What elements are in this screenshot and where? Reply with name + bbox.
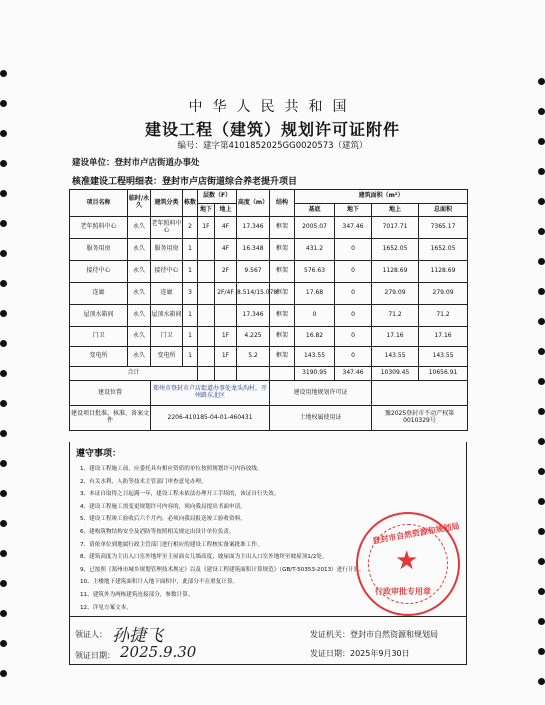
official-seal: [356, 512, 460, 616]
row-base-area: 431.2: [295, 239, 335, 261]
row-floors-above: 4F: [215, 217, 237, 239]
header-area-below: 地下: [335, 204, 372, 217]
row-floors-below: 1F: [198, 217, 215, 239]
punch-hole: [538, 678, 545, 685]
note-item: 6、建构筑物结构安全及消防等按照相关规定由设计单位负责。: [80, 528, 235, 535]
header-floors: 层数（F）: [198, 190, 237, 204]
row-floors-below: [198, 283, 215, 305]
row-category: 变电所: [151, 347, 183, 367]
row-area-above: 1652.05: [372, 239, 419, 261]
note-item: 4、建设工程施工需变更规划许可内容的，须向我局提出书面申请。: [80, 503, 246, 510]
total-base: 3190.95: [295, 367, 335, 381]
row-count: 1: [183, 347, 198, 367]
row-height: 17.346: [237, 217, 270, 239]
row-height: 9.567: [237, 261, 270, 283]
leader-signature: 孙捷飞: [112, 626, 163, 646]
header-area: 建筑面积（m²）: [295, 190, 468, 204]
project-line: [72, 174, 297, 187]
row-structure: 框架: [270, 327, 295, 347]
punch-hole: [0, 640, 7, 647]
row-area-above: 17.16: [372, 327, 419, 347]
punch-hole: [0, 220, 7, 227]
total-area-above: 10309.45: [372, 367, 419, 381]
notes-title: 遵守事项：: [76, 449, 122, 459]
row-total-area: 1652.05: [419, 239, 468, 261]
note-item: 12、详见方案文本。: [80, 604, 132, 611]
punch-hole: [538, 78, 545, 85]
row-category: 屋顶水箱间: [151, 305, 183, 327]
leader-label: 领证人：: [75, 630, 107, 639]
signature-area: [69, 617, 467, 665]
construction-unit: [72, 156, 200, 168]
punch-hole: [0, 550, 7, 557]
row-count: 1: [183, 239, 198, 261]
row-base-area: 143.55: [295, 347, 335, 367]
row-name: 连廊: [70, 283, 128, 305]
row-structure: 框架: [270, 283, 295, 305]
row-floors-above: 1F: [215, 327, 237, 347]
row-area-below: 0: [335, 305, 372, 327]
table-row: [70, 327, 468, 347]
document-subtitle: 建设工程（建筑）规划许可证附件: [144, 120, 400, 139]
header-category: 建筑分类: [151, 190, 183, 217]
row-base-area: 17.68: [295, 283, 335, 305]
row-temp: 永久: [128, 217, 151, 239]
row-count: 3: [183, 283, 198, 305]
punch-hole: [0, 430, 7, 437]
row-area-below: 0: [335, 347, 372, 367]
row-area-below: 0: [335, 327, 372, 347]
note-item: 10、主楼地下建筑面积计入地下面积中，此部分不在重复计算。: [80, 579, 239, 586]
header-name: 项目名称: [70, 190, 128, 217]
row-height: 16.348: [237, 239, 270, 261]
row-total-area: 7365.17: [419, 217, 468, 239]
row-floors-below: [198, 261, 215, 283]
punch-hole: [0, 610, 7, 617]
header-area-above: 地上: [372, 204, 419, 217]
punch-hole: [538, 258, 545, 265]
seal-bottom-text: 行政审批专用章: [375, 587, 431, 596]
row-base-area: 16.82: [295, 327, 335, 347]
table-row: [70, 261, 468, 283]
row-structure: 框架: [270, 347, 295, 367]
row-structure: 框架: [270, 217, 295, 239]
row-floors-above: [215, 305, 237, 327]
land-right-label: 土地权属使用证: [270, 406, 372, 431]
row-structure: 框架: [270, 239, 295, 261]
location-label: 建设位置: [70, 381, 151, 406]
punch-hole: [538, 378, 545, 385]
note-item: 3、本证自取得之日起满一年，建设工程未依法办理开工手续的，该证自行失效。: [80, 491, 280, 498]
table-row: [70, 305, 468, 327]
note-item: 1、建设工程施工前，应委托具有相应资质的单位按照规划许可内容放线。: [80, 466, 263, 472]
row-total-area: 1128.69: [419, 261, 468, 283]
row-area-below: 347.46: [335, 217, 372, 239]
header-floors-above: 地上: [215, 204, 237, 217]
punch-hole: [0, 490, 7, 497]
row-structure: 框架: [270, 305, 295, 327]
row-area-below: 0: [335, 261, 372, 283]
row-height: 5.2: [237, 347, 270, 367]
punch-hole: [538, 288, 545, 295]
punch-hole: [0, 340, 7, 347]
row-temp: 永久: [128, 305, 151, 327]
punch-hole: [538, 618, 545, 625]
punch-hole: [538, 438, 545, 445]
note-item: 11、建筑外为两栋建筑连接部分，参数计算。: [80, 591, 194, 598]
punch-hole: [0, 670, 7, 677]
project-detail-table: [69, 189, 468, 431]
row-temp: 永久: [128, 239, 151, 261]
approval-label: 建设项目批准、核准、备案文件: [70, 406, 151, 431]
issue-date: 发证日期：2025年9月30日: [310, 649, 410, 658]
header-temp: 临时/永久: [128, 190, 151, 217]
row-count: 1: [183, 261, 198, 283]
punch-hole: [0, 280, 7, 287]
construction-unit-label: 建设单位：: [72, 158, 115, 168]
punch-hole: [538, 348, 545, 355]
row-floors-above: 2F/4F: [215, 283, 237, 305]
row-category: 门卫: [151, 327, 183, 347]
header-total-area: 总面积: [419, 204, 468, 217]
header-count: 栋数: [183, 190, 198, 217]
row-total-area: 279.09: [419, 283, 468, 305]
issuing-authority: 发证机关：登封市自然资源和规划局: [310, 630, 438, 639]
punch-hole: [538, 198, 545, 205]
row-temp: 永久: [128, 283, 151, 305]
total-area: 10656.91: [419, 367, 468, 381]
row-category: 接待中心: [151, 261, 183, 283]
row-base-area: 0: [295, 305, 335, 327]
certificate-number: 编号：建字第4101852025GG0020573（建筑）: [177, 141, 368, 151]
punch-hole: [0, 190, 7, 197]
punch-hole: [0, 370, 7, 377]
project-value: 登封市卢店街道综合养老提升项目: [162, 177, 298, 187]
punch-hole: [538, 228, 545, 235]
punch-hole: [0, 70, 7, 77]
row-total-area: 71.2: [419, 305, 468, 327]
header-floors-below: 地下: [198, 204, 215, 217]
row-height: 4.225: [237, 327, 270, 347]
row-area-below: 0: [335, 239, 372, 261]
row-name: 变电所: [70, 347, 128, 367]
punch-hole: [538, 168, 545, 175]
table-row: [70, 347, 468, 367]
row-temp: 永久: [128, 347, 151, 367]
row-area-above: 279.09: [372, 283, 419, 305]
date-signature: 2025.9.30: [120, 643, 197, 661]
row-base-area: 576.63: [295, 261, 335, 283]
row-name: 屋顶水箱间: [70, 305, 128, 327]
row-count: 2: [183, 217, 198, 239]
punch-hole: [0, 310, 7, 317]
row-structure: 框架: [270, 261, 295, 283]
row-floors-above: 2F: [215, 261, 237, 283]
document-title: 中华人民共和国: [188, 99, 357, 115]
row-height: 17.346: [237, 305, 270, 327]
punch-hole: [0, 460, 7, 467]
landuse-permit-label: 建设用地规划许可证: [270, 381, 372, 406]
approval-value: 2206-410185-04-01-460431: [151, 406, 270, 431]
total-area-below: 347.46: [335, 367, 372, 381]
punch-hole: [0, 160, 7, 167]
row-height: 8.514/15.078: [237, 283, 270, 305]
punch-hole: [538, 558, 545, 565]
note-item: 7、请依单位到地属行政主管部门进行相应的建设工程核实备案批准工作。: [80, 541, 263, 548]
row-floors-below: [198, 327, 215, 347]
row-total-area: 143.55: [419, 347, 468, 367]
row-area-above: 1128.69: [372, 261, 419, 283]
seal-star-icon: ★: [395, 546, 419, 576]
construction-unit-value: 登封市卢店街道办事处: [114, 158, 200, 168]
row-count: 1: [183, 305, 198, 327]
seal-ring-text: 登封市自然资源和规划局: [371, 521, 461, 546]
row-temp: 永久: [128, 327, 151, 347]
row-floors-above: 1F: [215, 347, 237, 367]
note-item: 5、建设工程竣工验收后六个月内，必须向我局报送竣工验收资料。: [80, 516, 246, 523]
row-total-area: 17.16: [419, 327, 468, 347]
row-name: 老年照料中心: [70, 217, 128, 239]
note-item: 9、已按照《郑州市城乡规划管理技术规定》以及《建设工程建筑面积计算规范》（GB/T-50353-2013）进行计算。: [80, 566, 365, 573]
row-count: 1: [183, 327, 198, 347]
project-label: 核准建设工程明细表：: [72, 177, 163, 187]
date-label: 领证日期：: [75, 651, 115, 660]
row-base-area: 2005.07: [295, 217, 335, 239]
total-label: 合计: [70, 367, 198, 381]
row-category: 老年照料中心: [151, 217, 183, 239]
row-floors-below: [198, 305, 215, 327]
land-right-value: 豫2025登封市不动产权第0010329号: [372, 406, 468, 431]
location-value: 郑州市登封市卢店街道办事处龙头沟村，开州路东北区: [151, 381, 270, 406]
row-name: 服务用房: [70, 239, 128, 261]
header-base-area: 基底: [295, 204, 335, 217]
row-floors-below: [198, 347, 215, 367]
punch-hole: [538, 528, 545, 535]
punch-hole: [538, 648, 545, 655]
row-area-above: 7017.71: [372, 217, 419, 239]
table-row: [70, 217, 468, 239]
row-floors-above: 4F: [215, 239, 237, 261]
row-area-above: 71.2: [372, 305, 419, 327]
row-area-below: 0: [335, 283, 372, 305]
row-name: 接待中心: [70, 261, 128, 283]
header-structure: 结构: [270, 190, 295, 217]
header-height: 高度（m）: [237, 190, 270, 217]
punch-hole: [0, 520, 7, 527]
table-row: [70, 283, 468, 305]
row-category: 连廊: [151, 283, 183, 305]
landuse-permit-value: [372, 381, 468, 406]
punch-hole: [538, 318, 545, 325]
row-category: 服务用房: [151, 239, 183, 261]
punch-hole: [538, 468, 545, 475]
note-item: 8、建筑高度为主出入口室外地坪至主屋面女儿墙高度；坡屋面为主出入口室外地坪至坡屋顶1/2处。: [80, 554, 328, 561]
note-item: 2、有关水利、人防等技术主管部门审查意见办理。: [80, 478, 207, 485]
punch-hole: [0, 250, 7, 257]
row-floors-below: [198, 239, 215, 261]
table-row: [70, 239, 468, 261]
punch-hole: [538, 588, 545, 595]
punch-hole: [0, 400, 7, 407]
punch-hole: [538, 498, 545, 505]
row-temp: 永久: [128, 261, 151, 283]
punch-hole: [538, 408, 545, 415]
row-area-above: 143.55: [372, 347, 419, 367]
row-name: 门卫: [70, 327, 128, 347]
punch-hole: [0, 580, 7, 587]
